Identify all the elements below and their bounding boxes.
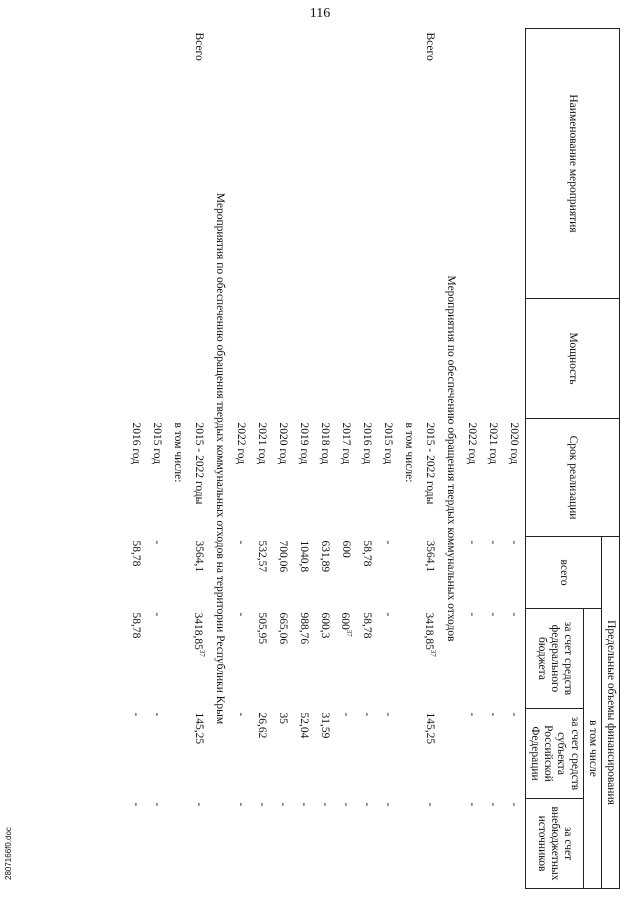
- extra-cell: -: [466, 802, 479, 807]
- extra-cell: -: [298, 802, 311, 807]
- section-title: Мероприятия по обеспечению обращения твердых коммунальных отходов: [445, 275, 458, 642]
- table-row: [504, 29, 526, 889]
- header-total: всего: [525, 537, 601, 609]
- section-title-row: [210, 29, 231, 889]
- extra-cell: [168, 799, 189, 889]
- row-label-cell: Всего: [193, 32, 206, 61]
- row-label-cell: [168, 29, 189, 299]
- federal-value: 988,76: [298, 612, 311, 645]
- extra-cell: -: [508, 802, 521, 807]
- extra-cell: -: [361, 802, 374, 807]
- row-label-cell: [231, 29, 252, 299]
- period-cell: 2020 год: [508, 422, 521, 465]
- period-cell: 2015 - 2022 годы: [193, 422, 206, 505]
- row-label-cell: [399, 29, 420, 299]
- period-cell: в том числе:: [172, 422, 185, 483]
- federal-value: -: [487, 612, 500, 617]
- federal-value: 600,3: [319, 612, 332, 639]
- table-row: [294, 29, 315, 889]
- regional-cell: [399, 709, 420, 799]
- regional-cell: 145,25: [424, 712, 437, 745]
- total-cell: [399, 537, 420, 609]
- financing-table: [126, 28, 620, 889]
- federal-cell: [336, 609, 357, 709]
- capacity-cell: [147, 299, 168, 419]
- total-cell: -: [151, 540, 164, 545]
- federal-cell: [420, 609, 441, 709]
- total-cell: -: [508, 540, 521, 545]
- period-cell: в том числе:: [403, 422, 416, 483]
- table-row: [378, 29, 399, 889]
- regional-cell: 31,59: [319, 712, 332, 739]
- federal-value: 3418,85: [423, 612, 436, 650]
- federal-value: 58,78: [130, 612, 143, 639]
- regional-cell: -: [151, 712, 164, 717]
- header-federal: за счет средств федерального бюджета: [525, 609, 583, 709]
- federal-cell: [483, 609, 504, 709]
- row-label-cell: [147, 29, 168, 299]
- federal-value: 665,06: [277, 612, 290, 645]
- extra-cell: -: [151, 802, 164, 807]
- extra-cell: -: [382, 802, 395, 807]
- table-row: [315, 29, 336, 889]
- total-cell: 3564,1: [424, 540, 437, 573]
- table-row: [147, 29, 168, 889]
- total-cell: 1040,8: [298, 540, 311, 573]
- table-row: [483, 29, 504, 889]
- table-row: [168, 29, 189, 889]
- regional-cell: -: [508, 712, 521, 717]
- extra-cell: -: [277, 802, 290, 807]
- federal-cell: [147, 609, 168, 709]
- federal-cell: [273, 609, 294, 709]
- extra-cell: -: [319, 802, 332, 807]
- extra-cell: -: [256, 802, 269, 807]
- table-row: [357, 29, 378, 889]
- capacity-cell: [273, 299, 294, 419]
- period-cell: 2016 год: [361, 422, 374, 465]
- regional-cell: 52,04: [298, 712, 311, 739]
- total-cell: [168, 537, 189, 609]
- table-row: [399, 29, 420, 889]
- regional-cell: 26,62: [256, 712, 269, 739]
- header-limits: Предельные объемы финансирования: [601, 537, 619, 889]
- period-cell: 2020 год: [277, 422, 290, 465]
- regional-cell: 35: [277, 712, 290, 724]
- capacity-cell: [504, 299, 526, 419]
- row-label-cell: [357, 29, 378, 299]
- capacity-cell: [168, 299, 189, 419]
- period-cell: 2015 год: [151, 422, 164, 465]
- federal-cell: [357, 609, 378, 709]
- period-cell: 2017 год: [340, 422, 353, 465]
- total-cell: 3564,1: [193, 540, 206, 573]
- federal-value: -: [382, 612, 395, 617]
- period-cell: 2016 год: [130, 422, 143, 465]
- federal-value: 3418,85: [192, 612, 205, 650]
- total-cell: 58,78: [130, 540, 143, 567]
- total-cell: -: [466, 540, 479, 545]
- capacity-cell: [378, 299, 399, 419]
- row-label-cell: [126, 29, 147, 299]
- federal-cell: [126, 609, 147, 709]
- extra-cell: [399, 799, 420, 889]
- capacity-cell: [189, 299, 210, 419]
- row-label-cell: [273, 29, 294, 299]
- federal-cell: [315, 609, 336, 709]
- total-cell: 600: [340, 540, 353, 558]
- row-label-cell: [315, 29, 336, 299]
- capacity-cell: [399, 299, 420, 419]
- capacity-cell: [231, 299, 252, 419]
- extra-cell: -: [424, 802, 437, 807]
- section-title: Мероприятия по обеспечению обращения твердых коммунальных отходов на территории Республики Крым: [214, 192, 227, 725]
- federal-value: 505,95: [256, 612, 269, 645]
- footer-code: 2807166f0.doc: [4, 827, 13, 880]
- capacity-cell: [315, 299, 336, 419]
- capacity-cell: [294, 299, 315, 419]
- row-label-cell: [504, 29, 526, 299]
- federal-cell: [231, 609, 252, 709]
- capacity-cell: [357, 299, 378, 419]
- rotated-table-container: [20, 28, 620, 888]
- row-label-cell: [483, 29, 504, 299]
- capacity-cell: [336, 299, 357, 419]
- row-label-cell: [252, 29, 273, 299]
- total-cell: -: [235, 540, 248, 545]
- regional-cell: -: [382, 712, 395, 717]
- total-cell: 58,78: [361, 540, 374, 567]
- period-cell: 2015 - 2022 годы: [424, 422, 437, 505]
- federal-value: -: [508, 612, 521, 617]
- federal-value: 58,78: [361, 612, 374, 639]
- federal-cell: [189, 609, 210, 709]
- table-body: [126, 29, 526, 889]
- extra-cell: -: [130, 802, 143, 807]
- total-cell: 631,89: [319, 540, 332, 573]
- table-row: [462, 29, 483, 889]
- capacity-cell: [252, 299, 273, 419]
- total-cell: 700,06: [277, 540, 290, 573]
- regional-cell: -: [130, 712, 143, 717]
- federal-cell: [504, 609, 526, 709]
- table-row: [336, 29, 357, 889]
- regional-cell: 145,25: [193, 712, 206, 745]
- footnote-ref: 37: [345, 629, 354, 637]
- federal-cell: [462, 609, 483, 709]
- federal-cell: [252, 609, 273, 709]
- federal-value: -: [151, 612, 164, 617]
- regional-cell: -: [235, 712, 248, 717]
- table-row: [189, 29, 210, 889]
- regional-cell: [168, 709, 189, 799]
- total-cell: -: [382, 540, 395, 545]
- extra-cell: -: [193, 802, 206, 807]
- total-cell: -: [487, 540, 500, 545]
- header-name: Наименование мероприятия: [525, 29, 619, 299]
- period-cell: 2021 год: [256, 422, 269, 465]
- federal-value: -: [235, 612, 248, 617]
- regional-cell: -: [340, 712, 353, 717]
- row-label-cell: [294, 29, 315, 299]
- federal-cell: [378, 609, 399, 709]
- capacity-cell: [462, 299, 483, 419]
- period-cell: 2021 год: [487, 422, 500, 465]
- table-row: [420, 29, 441, 889]
- table-row: [231, 29, 252, 889]
- federal-cell: [399, 609, 420, 709]
- row-label-cell: [336, 29, 357, 299]
- period-cell: 2015 год: [382, 422, 395, 465]
- regional-cell: -: [466, 712, 479, 717]
- federal-value: -: [466, 612, 479, 617]
- header-incl: в том числе: [583, 609, 601, 889]
- period-cell: 2019 год: [298, 422, 311, 465]
- capacity-cell: [126, 299, 147, 419]
- header-capacity: Мощность: [525, 299, 619, 419]
- period-cell: 2022 год: [466, 422, 479, 465]
- header-extra: за счет внебюджетных источников: [525, 799, 583, 889]
- federal-cell: [168, 609, 189, 709]
- capacity-cell: [420, 299, 441, 419]
- period-cell: 2018 год: [319, 422, 332, 465]
- footnote-ref: 37: [429, 649, 438, 657]
- total-cell: 532,57: [256, 540, 269, 573]
- footnote-ref: 37: [198, 649, 207, 657]
- regional-cell: -: [361, 712, 374, 717]
- capacity-cell: [483, 299, 504, 419]
- row-label-cell: [378, 29, 399, 299]
- extra-cell: -: [487, 802, 500, 807]
- row-label-cell: [462, 29, 483, 299]
- header-period: Срок реализации: [525, 419, 619, 537]
- regional-cell: -: [487, 712, 500, 717]
- header-regional: за счет средств субъекта Российской Федерации: [525, 709, 583, 799]
- period-cell: 2022 год: [235, 422, 248, 465]
- row-label-cell: Всего: [424, 32, 437, 61]
- table-row: [252, 29, 273, 889]
- federal-value: 600: [339, 612, 352, 630]
- extra-cell: -: [340, 802, 353, 807]
- section-title-row: [441, 29, 462, 889]
- table-row: [273, 29, 294, 889]
- federal-cell: [294, 609, 315, 709]
- extra-cell: -: [235, 802, 248, 807]
- page-number: 116: [309, 6, 331, 21]
- table-row: [126, 29, 147, 889]
